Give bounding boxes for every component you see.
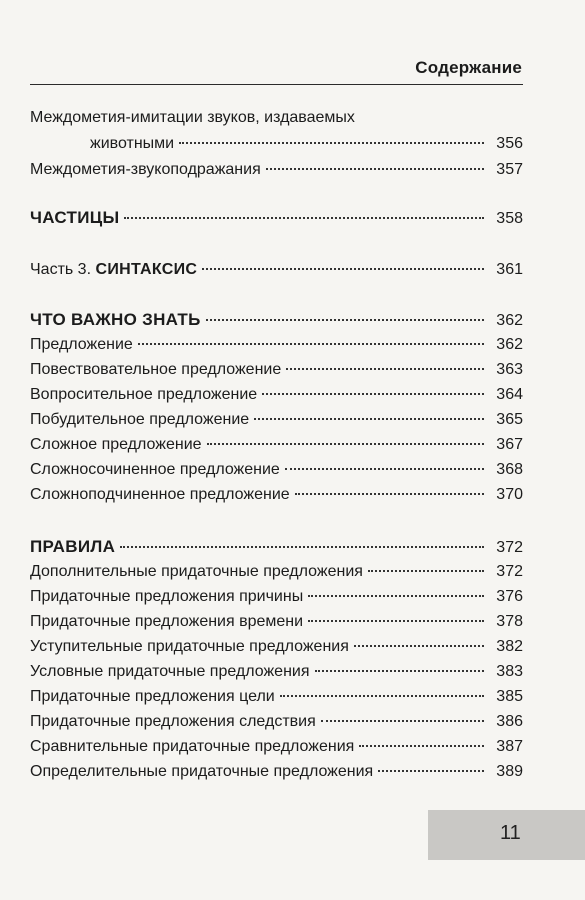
toc-page-number: 365 <box>496 411 523 428</box>
toc-page-number: 386 <box>496 713 523 730</box>
toc-part-prefix: Часть 3. <box>30 261 92 278</box>
toc-entry <box>30 612 523 632</box>
toc-page-number: 368 <box>496 461 523 478</box>
toc-section-entry <box>30 310 523 331</box>
toc-page-number: 362 <box>496 312 523 329</box>
toc-leader-dots <box>280 695 484 697</box>
toc-entry-title: Предложение <box>30 336 133 353</box>
toc-entry-title: Сложное предложение <box>30 436 202 453</box>
toc-entry-title: Побудительное предложение <box>30 411 250 428</box>
toc-entry <box>30 410 523 430</box>
toc-entry <box>30 485 523 505</box>
toc-entry-title: Придаточные предложения времени <box>30 613 304 630</box>
toc-entry-title: Вопросительное предложение <box>30 386 258 403</box>
toc-leader-dots <box>286 368 484 370</box>
toc-section-entry <box>30 537 523 558</box>
toc-entry <box>30 762 523 782</box>
toc-page-number: 367 <box>496 436 523 453</box>
toc-leader-dots <box>308 595 484 597</box>
toc-section-title: ЧАСТИЦЫ <box>30 208 120 227</box>
toc-page-number: 382 <box>496 638 523 655</box>
toc-entry <box>30 737 523 757</box>
toc-entry-title: Уступительные придаточные предложения <box>30 638 349 655</box>
toc-entry <box>30 637 523 657</box>
toc-entry-title: Повествовательное предложение <box>30 361 282 378</box>
toc-section-title: ПРАВИЛА <box>30 537 116 556</box>
toc-leader-dots <box>266 168 484 170</box>
toc-entry <box>30 460 523 480</box>
toc-page-number: 362 <box>496 336 523 353</box>
toc-part-name: СИНТАКСИС <box>95 261 198 278</box>
toc-entry <box>30 587 523 607</box>
toc-leader-dots <box>207 443 484 445</box>
toc-leader-dots <box>206 319 484 321</box>
toc-leader-dots <box>359 745 484 747</box>
toc-entry-title: Определительные придаточные предложения <box>30 763 374 780</box>
toc-leader-dots <box>124 217 484 219</box>
toc-entry-title-line1: Междометия-имитации звуков, издаваемых <box>30 109 355 126</box>
toc-leader-dots <box>315 670 485 672</box>
toc-entry-title: Условные придаточные предложения <box>30 663 310 680</box>
toc-page-number: 370 <box>496 486 523 503</box>
toc-entry <box>30 562 523 582</box>
toc-entry <box>30 662 523 682</box>
toc-leader-dots <box>368 570 484 572</box>
toc-entry-title: Придаточные предложения цели <box>30 688 275 705</box>
toc-section-title: ЧТО ВАЖНО ЗНАТЬ <box>30 310 201 329</box>
toc-entry-title: Междометия-звукоподражания <box>30 161 261 178</box>
toc-page-number: 357 <box>496 161 523 178</box>
toc-page-number: 372 <box>496 563 523 580</box>
toc-page-number: 363 <box>496 361 523 378</box>
toc-leader-dots <box>262 393 484 395</box>
toc-leader-dots <box>321 720 484 722</box>
toc-entry-title: Сложносочиненное предложение <box>30 461 280 478</box>
toc-entry-title-line2: животными <box>90 135 175 152</box>
toc-page-number: 385 <box>496 688 523 705</box>
toc-page-number: 389 <box>496 763 523 780</box>
toc-page-number: 356 <box>496 135 523 152</box>
toc-entry <box>30 335 523 355</box>
toc-leader-dots <box>254 418 484 420</box>
toc-entry <box>30 134 523 154</box>
toc-section-entry <box>30 208 523 229</box>
toc-entry <box>30 108 523 128</box>
toc-leader-dots <box>202 268 484 270</box>
toc-entry <box>30 435 523 455</box>
toc-page-number: 378 <box>496 613 523 630</box>
toc-page-number: 387 <box>496 738 523 755</box>
toc-leader-dots <box>354 645 484 647</box>
toc-entry-title: Придаточные предложения причины <box>30 588 304 605</box>
toc-part-title-group <box>30 260 197 280</box>
toc-leader-dots <box>295 493 484 495</box>
header-divider <box>30 84 523 85</box>
toc-entry <box>30 712 523 732</box>
toc-leader-dots <box>120 546 484 548</box>
toc-entry-title: Дополнительные придаточные предложения <box>30 563 363 580</box>
toc-entry <box>30 385 523 405</box>
page-header-title: Содержание <box>415 58 522 77</box>
toc-leader-dots <box>308 620 484 622</box>
toc-leader-dots <box>138 343 484 345</box>
toc-page-number: 364 <box>496 386 523 403</box>
toc-leader-dots <box>378 770 484 772</box>
toc-entry <box>30 160 523 180</box>
toc-part-entry <box>30 260 523 280</box>
toc-entry-title: Придаточные предложения следствия <box>30 713 316 730</box>
toc-entry <box>30 687 523 707</box>
page-number: 11 <box>500 822 521 844</box>
toc-entry-title: Сравнительные придаточные предложения <box>30 738 355 755</box>
toc-page-number: 361 <box>496 261 523 278</box>
toc-page-number: 372 <box>496 539 523 556</box>
toc-page-number: 358 <box>496 210 523 227</box>
toc-entry-title: Сложноподчиненное предложение <box>30 486 290 503</box>
toc-page-number: 383 <box>496 663 523 680</box>
toc-entry <box>30 360 523 380</box>
toc-leader-dots <box>179 142 484 144</box>
toc-leader-dots <box>285 468 484 470</box>
toc-page-number: 376 <box>496 588 523 605</box>
